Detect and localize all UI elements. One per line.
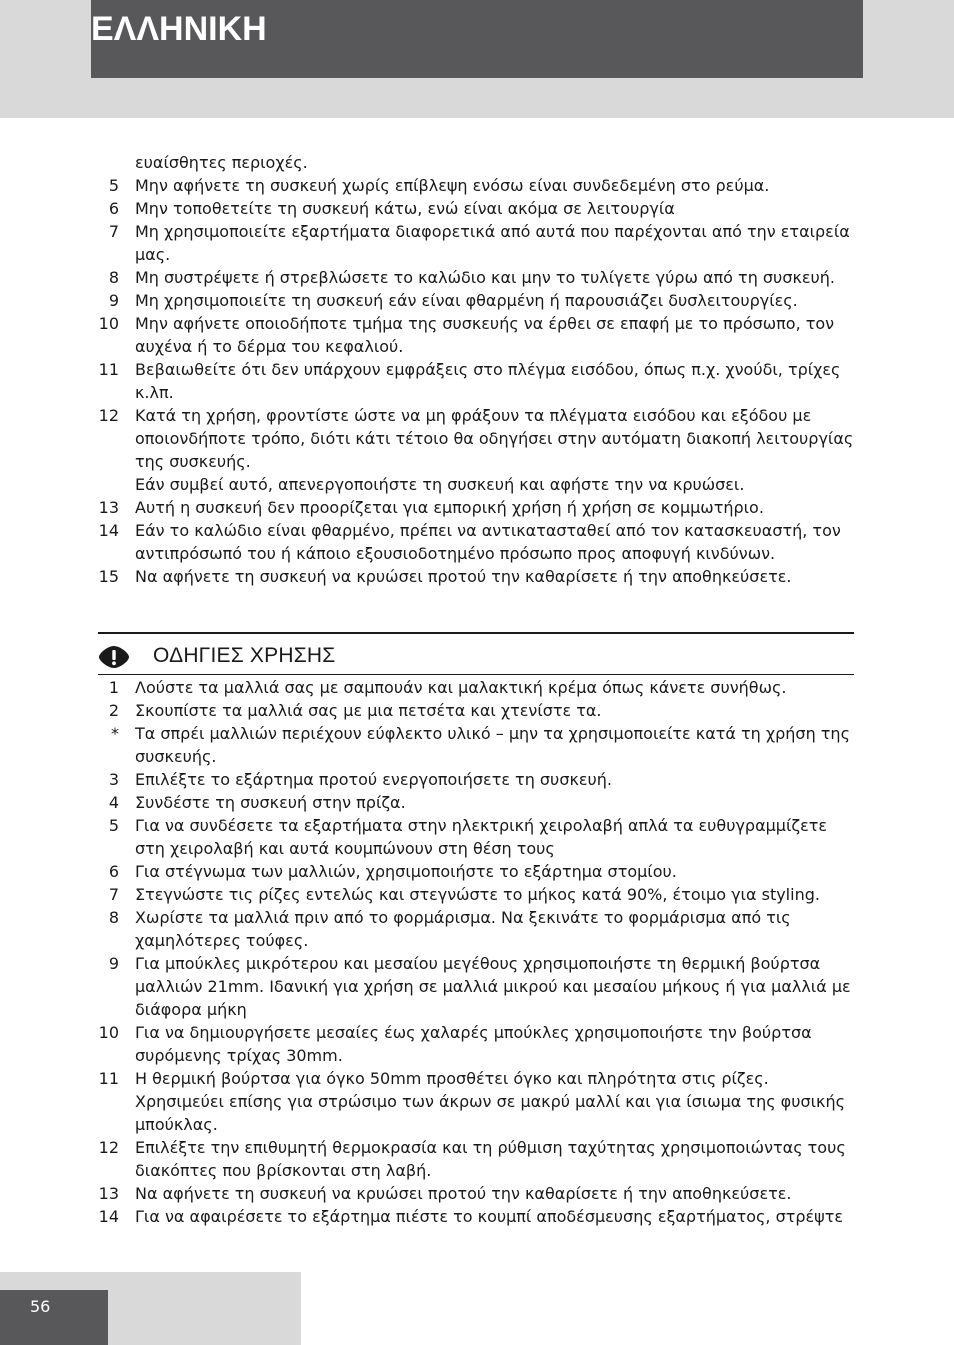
item-number: 14 <box>98 1207 119 1226</box>
item-number: 9 <box>108 291 119 310</box>
item-text: Κατά τη χρήση, φροντίστε ώστε να μη φράξουν τα πλέγματα εισόδου και εξόδου με οποιονδήποτε τρόπο, διότι κάτι τέτοιο θα οδηγήσει στην αυτόματη διακοπή λειτουργίας της συσκευής. <box>135 406 854 471</box>
item-number: 1 <box>108 678 119 697</box>
item-number: 10 <box>98 314 119 333</box>
item-text: Επιλέξτε το εξάρτημα προτού ενεργοποιήσετε τη συσκευή. <box>135 770 613 789</box>
list-item <box>0 358 954 404</box>
list-item <box>0 519 954 565</box>
item-number: 14 <box>98 521 119 540</box>
item-number: 13 <box>98 1184 119 1203</box>
item-text: Να αφήνετε τη συσκευή να κρυώσει προτού την καθαρίσετε ή την αποθηκεύσετε. <box>135 567 792 586</box>
list-item <box>0 473 954 496</box>
item-text: Εάν το καλώδιο είναι φθαρμένο, πρέπει να αντικατασταθεί από τον κατασκευαστή, τον αντιπρόσωπό του ή κάποιο εξουσιοδοτημένο πρόσωπο προς αποφυγή κινδύνων. <box>135 521 841 563</box>
list-item <box>0 1021 954 1067</box>
item-number: 6 <box>108 199 119 218</box>
list-item <box>0 791 954 814</box>
item-text: Επιλέξτε την επιθυμητή θερμοκρασία και τη ρύθμιση ταχύτητας χρησιμοποιώντας τους διακόπτες που βρίσκονται στη λαβή. <box>135 1138 846 1180</box>
warning-icon <box>98 645 130 669</box>
list-item <box>0 699 954 722</box>
list-item <box>0 1205 954 1228</box>
item-text: Στεγνώστε τις ρίζες εντελώς και στεγνώστε το μήκος κατά 90%, έτοιμο για styling. <box>135 885 820 904</box>
item-number: 5 <box>108 816 119 835</box>
item-number: 3 <box>108 770 119 789</box>
item-text: Μην αφήνετε οποιοδήποτε τμήμα της συσκευής να έρθει σε επαφή με το πρόσωπο, τον αυχένα ή το δέρμα του κεφαλιού. <box>135 314 835 356</box>
list-item <box>0 952 954 1021</box>
list-item <box>0 404 954 473</box>
item-text: Μην τοποθετείτε τη συσκευή κάτω, ενώ είναι ακόμα σε λειτουργία <box>135 199 675 218</box>
item-number: 10 <box>98 1023 119 1042</box>
section-header <box>98 632 854 675</box>
item-text: Για να αφαιρέσετε το εξάρτημα πιέστε το κουμπί αποδέσμευσης εξαρτήματος, στρέψτε <box>135 1207 843 1226</box>
item-number: 5 <box>108 176 119 195</box>
list-item <box>0 312 954 358</box>
list-item <box>0 151 954 174</box>
item-text: Για να δημιουργήσετε μεσαίες έως χαλαρές μπούκλες χρησιμοποιήστε την βούρτσα συρόμενης τρίχας 30mm. <box>135 1023 812 1065</box>
list-item <box>0 883 954 906</box>
list-item <box>0 906 954 952</box>
item-number: 15 <box>98 567 119 586</box>
item-text: Σκουπίστε τα μαλλιά σας με μια πετσέτα και χτενίστε τα. <box>135 701 602 720</box>
list-item <box>0 266 954 289</box>
list-item <box>0 1067 954 1136</box>
item-text: Μην αφήνετε τη συσκευή χωρίς επίβλεψη ενόσω είναι συνδεδεμένη στο ρεύμα. <box>135 176 770 195</box>
item-number: 4 <box>108 793 119 812</box>
item-number: 8 <box>108 268 119 287</box>
list-item <box>0 1136 954 1182</box>
item-number: 8 <box>108 908 119 927</box>
list-item <box>0 496 954 519</box>
item-number: 11 <box>98 360 119 379</box>
item-text: Για στέγνωμα των μαλλιών, χρησιμοποιήστε το εξάρτημα στομίου. <box>135 862 677 881</box>
list-item <box>0 289 954 312</box>
list-item <box>0 565 954 588</box>
item-text: Χωρίστε τα μαλλιά πριν από το φορμάρισμα. Να ξεκινάτε το φορμάρισμα από τις χαμηλότερες τούφες. <box>135 908 791 950</box>
item-number: 6 <box>108 862 119 881</box>
item-text: Να αφήνετε τη συσκευή να κρυώσει προτού την καθαρίσετε ή την αποθηκεύσετε. <box>135 1184 792 1203</box>
item-number: 12 <box>98 1138 119 1157</box>
item-text: ευαίσθητες περιοχές. <box>135 153 308 172</box>
item-number: 9 <box>108 954 119 973</box>
item-number: 7 <box>108 885 119 904</box>
item-text: Αυτή η συσκευή δεν προορίζεται για εμπορική χρήση ή χρήση σε κομμωτήριο. <box>135 498 764 517</box>
item-text: Μη συστρέψετε ή στρεβλώσετε το καλώδιο και μην το τυλίγετε γύρω από τη συσκευή. <box>135 268 836 287</box>
page-number: 56 <box>30 1297 51 1316</box>
item-number: 13 <box>98 498 119 517</box>
list-item <box>0 676 954 699</box>
item-text: Για να συνδέσετε τα εξαρτήματα στην ηλεκτρική χειρολαβή απλά τα ευθυγραμμίζετε στη χειρολαβή και αυτά κουμπώνουν στη θέση τους <box>135 816 828 858</box>
list-item <box>0 197 954 220</box>
safety-list <box>0 151 954 588</box>
list-item <box>0 860 954 883</box>
list-item <box>0 220 954 266</box>
item-text: Συνδέστε τη συσκευή στην πρίζα. <box>135 793 406 812</box>
item-text: Για μπούκλες μικρότερου και μεσαίου μεγέθους χρησιμοποιήστε τη θερμική βούρτσα μαλλιών 21mm. Ιδανική για χρήση σε μαλλιά μικρού και μεσαίου μήκους ή για μαλλιά με διάφορα μήκη <box>135 954 851 1019</box>
item-number: 7 <box>108 222 119 241</box>
list-item <box>0 814 954 860</box>
list-item <box>0 722 954 768</box>
item-number: * <box>111 724 119 743</box>
section-title: ΟΔΗΓΙΕΣ ΧΡΗΣΗΣ <box>153 644 336 667</box>
list-item <box>0 174 954 197</box>
item-text: Εάν συμβεί αυτό, απενεργοποιήστε τη συσκευή και αφήστε την να κρυώσει. <box>135 475 745 494</box>
page-title: ΕΛΛΗΝΙΚΗ <box>91 10 267 48</box>
item-text: Η θερμική βούρτσα για όγκο 50mm προσθέτει όγκο και πληρότητα στις ρίζες. Χρησιμεύει επίσης για στρώσιμο των άκρων σε μακρύ μαλλί και για ίσιωμα της φυσικής μπούκλας. <box>135 1069 846 1134</box>
item-text: Λούστε τα μαλλιά σας με σαμπουάν και μαλακτική κρέμα όπως κάνετε συνήθως. <box>135 678 787 697</box>
item-text: Μη χρησιμοποιείτε εξαρτήματα διαφορετικά από αυτά που παρέχονται από την εταιρεία μας. <box>135 222 850 264</box>
item-text: Μη χρησιμοποιείτε τη συσκευή εάν είναι φθαρμένη ή παρουσιάζει δυσλειτουργίες. <box>135 291 798 310</box>
page-number-box <box>0 1290 108 1345</box>
item-text: Τα σπρέι μαλλιών περιέχουν εύφλεκτο υλικό – μην τα χρησιμοποιείτε κατά τη χρήση της συσκευής. <box>135 724 850 766</box>
item-text: Βεβαιωθείτε ότι δεν υπάρχουν εμφράξεις στο πλέγμα εισόδου, όπως π.χ. χνούδι, τρίχες κ.λπ. <box>135 360 841 402</box>
list-item <box>0 768 954 791</box>
item-number: 2 <box>108 701 119 720</box>
list-item <box>0 1182 954 1205</box>
usage-list <box>0 676 954 1228</box>
item-number: 12 <box>98 406 119 425</box>
item-number: 11 <box>98 1069 119 1088</box>
